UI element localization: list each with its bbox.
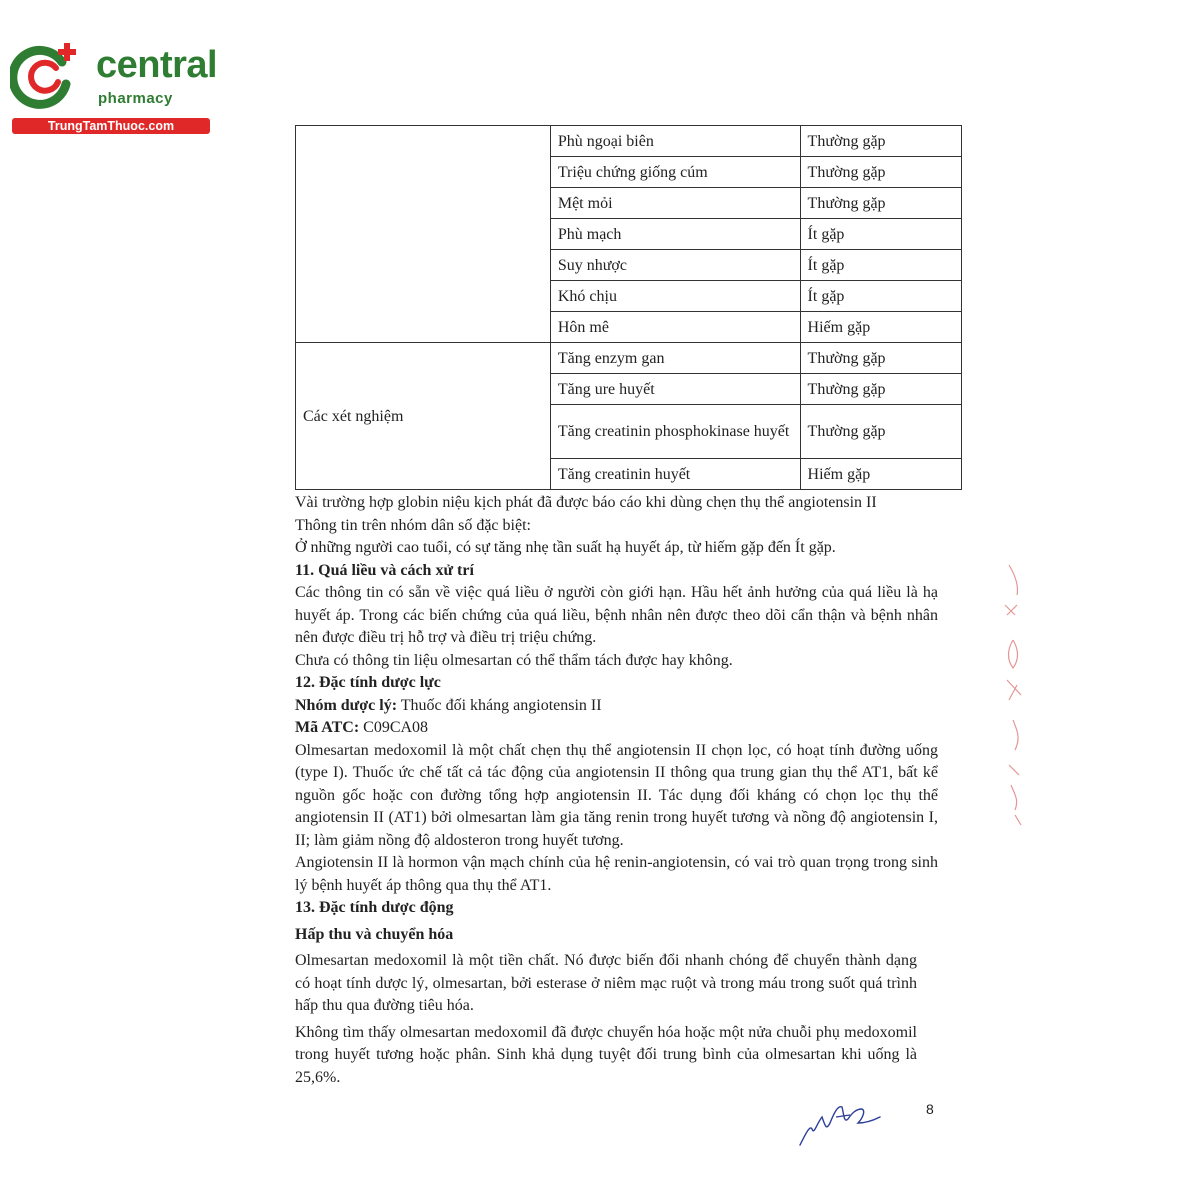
effect-cell: Hôn mê — [550, 312, 800, 343]
pharmacologic-group-label: Nhóm dược lý: — [295, 696, 398, 714]
document-body — [295, 492, 938, 1089]
subsection-heading: Hấp thu và chuyển hóa — [295, 925, 454, 943]
logo-subtitle: pharmacy — [98, 90, 173, 107]
paragraph: Olmesartan medoxomil là một tiền chất. Nó được biến đổi nhanh chóng để chuyển thành dạng có hoạt tính dược lý, olmesartan, bởi esterase ở niêm mạc ruột và trong máu trong suốt quá trình hấp thu qua đường tiêu hóa. — [295, 952, 917, 1014]
paragraph: Các thông tin có sẵn về việc quá liều ở người còn giới hạn. Hầu hết ảnh hưởng của quá liều là hạ huyết áp. Trong các biến chứng của quá liều, bệnh nhân nên được theo dõi cẩn thận và bệnh nhân nên được điều trị hỗ trợ và điều trị triệu chứng. — [295, 584, 938, 646]
logo-name: central — [96, 44, 218, 86]
handwritten-signature-icon — [792, 1095, 887, 1150]
pharmacy-cross-logo-icon — [10, 40, 80, 110]
frequency-cell: Thường gặp — [800, 343, 961, 374]
section-heading-12: 12. Đặc tính dược lực — [295, 674, 441, 691]
frequency-cell: Thường gặp — [800, 126, 961, 157]
paragraph: Chưa có thông tin liệu olmesartan có thể thẩm tách được hay không. — [295, 651, 733, 669]
effect-cell: Tăng ure huyết — [550, 374, 800, 405]
paragraph: Thông tin trên nhóm dân số đặc biệt: — [295, 516, 531, 534]
paragraph: Olmesartan medoxomil là một chất chẹn thụ thể angiotensin II chọn lọc, có hoạt tính đường uống (type I). Thuốc ức chế tất cả tác động của angiotensin II thông qua trung gian thụ thể AT1, bất kể nguồn gốc hoặc con đường tổng hợp angiotensin II. Tác dụng đối kháng có chọn lọc thụ thể angiotensin II (AT1) bởi olmesartan làm gia tăng renin trong huyết tương và nồng độ angiotensin I, II; làm giảm nồng độ aldosteron trong huyết tương. — [295, 741, 938, 849]
effect-cell: Khó chịu — [550, 281, 800, 312]
frequency-cell: Hiếm gặp — [800, 459, 961, 490]
section-heading-13: 13. Đặc tính dược động — [295, 899, 454, 916]
frequency-cell: Thường gặp — [800, 405, 961, 459]
effect-cell: Tăng enzym gan — [550, 343, 800, 374]
effect-cell: Phù mạch — [550, 219, 800, 250]
central-pharmacy-logo — [10, 38, 218, 136]
effect-cell: Phù ngoại biên — [550, 126, 800, 157]
effect-cell: Mệt mỏi — [550, 188, 800, 219]
organ-group-cell: Các xét nghiệm — [296, 343, 551, 490]
adverse-effects-table — [295, 125, 962, 490]
effect-cell: Tăng creatinin phosphokinase huyết — [550, 405, 800, 459]
pharmacologic-group — [295, 695, 938, 718]
effect-cell: Triệu chứng giống cúm — [550, 157, 800, 188]
paragraph: Ở những người cao tuổi, có sự tăng nhẹ tần suất hạ huyết áp, từ hiếm gặp đến Ít gặp. — [295, 539, 836, 556]
paragraph: Không tìm thấy olmesartan medoxomil đã được chuyển hóa hoặc một nửa chuỗi phụ medoxomil trong huyết tương hoặc phân. Sinh khả dụng tuyệt đối trung bình của olmesartan khi uống là 25,6%. — [295, 1023, 917, 1086]
frequency-cell: Ít gặp — [800, 250, 961, 281]
paragraph: Vài trường hợp globin niệu kịch phát đã được báo cáo khi dùng chẹn thụ thể angiotensin II — [295, 494, 877, 511]
section-heading-11: 11. Quá liều và cách xử trí — [295, 561, 474, 579]
red-stamp-icon — [995, 560, 1035, 830]
table-row — [296, 343, 962, 374]
page-number: 8 — [926, 1101, 934, 1117]
effect-cell: Tăng creatinin huyết — [550, 459, 800, 490]
frequency-cell: Thường gặp — [800, 188, 961, 219]
frequency-cell: Ít gặp — [800, 281, 961, 312]
frequency-cell: Hiếm gặp — [800, 312, 961, 343]
atc-code-value: C09CA08 — [359, 719, 429, 736]
logo-website: TrungTamThuoc.com — [12, 118, 210, 134]
atc-code — [295, 717, 938, 740]
frequency-cell: Thường gặp — [800, 157, 961, 188]
paragraph: Angiotensin II là hormon vận mạch chính của hệ renin-angiotensin, có vai trò quan trọng trong sinh lý bệnh huyết áp thông qua thụ thể AT1. — [295, 854, 938, 894]
frequency-cell: Ít gặp — [800, 219, 961, 250]
pharmacologic-group-value: Thuốc đối kháng angiotensin II — [397, 696, 602, 714]
table-row — [296, 126, 962, 157]
atc-code-label: Mã ATC: — [295, 719, 360, 736]
organ-group-cell — [296, 126, 551, 343]
effect-cell: Suy nhược — [550, 250, 800, 281]
frequency-cell: Thường gặp — [800, 374, 961, 405]
